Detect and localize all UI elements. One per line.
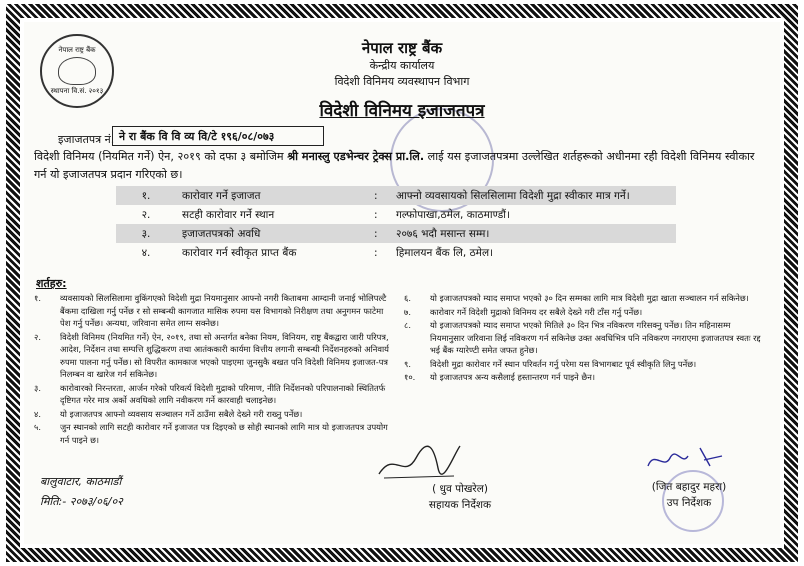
term-item (404, 306, 764, 319)
term-number: ६. (404, 293, 411, 303)
term-number: १०. (404, 372, 416, 382)
term-text: कारोवारको निरन्तरता, आर्जन गरेको परिवर्त्य विदेशी मुद्राको परिमाण, नीति निर्देशनको परिपालनाको स्थितितर्फ दृष्टिगत गरेर मात्र अर्को अवधिको लागि नवीकरण गर्ने कारवाही चलाइनेछ। (60, 382, 386, 405)
info-num: ४. (141, 246, 151, 259)
info-num: ३. (141, 227, 151, 240)
intro-part2: लाई यस इजाजतपत्रमा उल्लेखित शर्तहरूको अधीनमा रही विदेशी विनिमय स्वीकार गर्न यो इजाजतपत्र प्रदान गरिएको छ। (34, 150, 755, 181)
terms-heading: शर्तहरु: (36, 277, 67, 290)
term-item (34, 331, 394, 381)
info-colon: : (374, 227, 378, 240)
info-colon: : (374, 189, 378, 202)
permit-number: ने रा बैंक वि वि व्य वि/टे १९६/०८/०७३ (112, 126, 324, 146)
info-num: २. (141, 208, 151, 221)
term-item (34, 382, 394, 407)
company-name: श्री मनास्लु एडभेन्चर ट्रेक्स प्रा.लि. (287, 150, 425, 163)
info-row (116, 243, 676, 262)
term-item (404, 358, 764, 371)
term-text: यो इजाजतपत्रको म्याद समाप्त भएको ३० दिन सम्मका लागि मात्र विदेशी मुद्रा खाता सञ्चालन गर्न सकिनेछ। (430, 293, 749, 303)
term-item (404, 319, 764, 357)
info-colon: : (374, 208, 378, 221)
info-value: २०७६ भदौ मसान्त सम्म। (396, 227, 490, 240)
department-name: विदेशी विनिमय व्यवस्थापन विभाग (334, 75, 470, 88)
terms-left-column (34, 292, 394, 447)
document-title: विदेशी विनिमय इजाजतपत्र (319, 101, 485, 121)
term-text: यो इजाजतपत्रको म्याद समाप्त भएको मितिले ३० दिन भित्र नविकरण गरिसक्नु पर्नेछ। तिन महिनासम्म नियमानुसार जरिवाना लिई नविकरण गर्न सकिनेछ उक्त अवधिभित्र पनि नविकरण नगराएमा इजाजतपत्र स्वतः रद्द भई बैंक ग्यारेण्टी समेत जफत हुनेछ। (430, 320, 761, 355)
permit-label: इजाजतपत्र नं. (58, 133, 115, 146)
info-row (116, 205, 676, 224)
info-value: आफ्नो व्यवसायको सिलसिलामा विदेशी मुद्रा स्वीकार मात्र गर्ने। (396, 189, 630, 202)
info-label: कारोवार गर्न स्वीकृत प्राप्त बैंक (182, 246, 297, 259)
term-text: कारोवार गर्ने विदेशी मुद्राको विनिमय दर सबैले देख्ने गरी टाँस गर्नु पर्नेछ। (430, 306, 643, 317)
term-number: ८. (404, 320, 411, 330)
info-value: हिमालयन बैंक लि, ठमेल। (396, 246, 494, 259)
term-item (34, 292, 394, 330)
term-number: ७. (404, 306, 411, 317)
term-text: विदेशी विनिमय (नियमित गर्ने) ऐन, २०१९, तथा सो अन्तर्गत बनेका नियम, विनियम, राष्ट्र बैंकद्वारा जारी परिपत्र, आदेश, निर्देशन तथा सम्पत्ति शुद्धिकरण तथा आतंककारी कार्यमा वित्तीय लगानी सम्बन्धी निर्देशनहरुको अनिवार्य रुपमा पालना गर्नु पर्नेछ। सो विपरीत कामकाज भएको पाइएमा जुनसुकै बखत पनि विदेशी विनिमय इजाजत-पत्र निलम्बन वा खारेज गर्न सकिनेछ। (60, 331, 389, 379)
term-text: यो इजाजतपत्र अन्य कसैलाई हस्तान्तरण गर्न पाइने छैन। (430, 372, 595, 382)
office-name: केन्द्रीय कार्यालय (369, 59, 435, 72)
term-number: ४. (34, 408, 41, 419)
issue-location: बालुवाटार, काठमाडौं (40, 475, 122, 488)
signer1-title: सहायक निर्देशक (428, 499, 492, 511)
term-text: विदेशी मुद्रा कारोवार गर्ने स्थान परिवर्तन गर्नु परेमा यस विभागबाट पूर्व स्वीकृति लिनु पर्नेछ। (430, 358, 697, 369)
term-item (34, 421, 394, 446)
term-text: यो इजाजतपत्र आफ्नो व्यवसाय सञ्चालन गर्ने ठाउँमा सबैले देख्ने गरी राख्नु पर्नेछ। (60, 408, 303, 419)
info-colon: : (374, 246, 378, 259)
logo-top-text: नेपाल राष्ट्र बैंक (58, 46, 96, 54)
term-text: जुन स्थानको लागि सटही कारोवार गर्ने इजाजत पत्र दिइएको छ सोही स्थानको लागि मात्र यो इजाजतपत्र उपयोग गर्न पाइने छ। (60, 422, 388, 445)
intro-paragraph (34, 148, 764, 184)
term-item (404, 371, 764, 384)
signer2-name: (जित बहादुर महरा) (651, 481, 727, 493)
term-number: ५. (34, 422, 41, 432)
info-row (116, 224, 676, 243)
issue-date: मिति:- २०७३/०६/०२ (40, 495, 123, 508)
info-label: कारोवार गर्ने इजाजत (182, 189, 261, 202)
term-number: २. (34, 331, 41, 342)
term-number: ९. (404, 358, 411, 369)
term-item (34, 408, 394, 421)
terms-right-column (404, 292, 764, 385)
info-row (116, 186, 676, 205)
intro-part1: विदेशी विनिमय (नियमित गर्ने) ऐन, २०१९ को दफा ३ बमोजिम (34, 150, 284, 163)
signature-1 (374, 440, 464, 482)
term-number: ३. (34, 382, 41, 393)
info-num: १. (141, 189, 151, 202)
term-text: व्यवसायको सिलसिलामा वुकिंगएको विदेशी मुद्रा नियमानुसार आफ्नो नगरी किताबमा आम्दानी जनाई भोलिपल्टै बैंकमा दाखिला गर्नु पर्नेछ र सो सम्बन्धी कागजात मासिक रुपमा यस विभागको निरीक्षण तथा अनुगमन फाटेमा पेश गर्नु पर्नेछ। अन्यथा, जरिवाना समेत लाग्न सक्नेछ। (60, 293, 387, 328)
bank-name: नेपाल राष्ट्र बैंक (361, 39, 443, 57)
signer2-title: उप निर्देशक (666, 497, 712, 509)
term-item (404, 292, 764, 305)
info-label: सटही कारोवार गर्ने स्थान (182, 208, 275, 221)
info-table (116, 186, 676, 262)
info-value: गल्फोपाखा,ठमेल, काठमाण्डौं। (396, 208, 510, 221)
term-number: १. (34, 293, 41, 303)
info-label: इजाजतपत्रको अवधि (182, 227, 261, 240)
signer1-name: ( धुव पोखरेल) (432, 483, 488, 495)
logo-bottom-text: स्थापना वि.सं. २०१३ (50, 87, 104, 95)
